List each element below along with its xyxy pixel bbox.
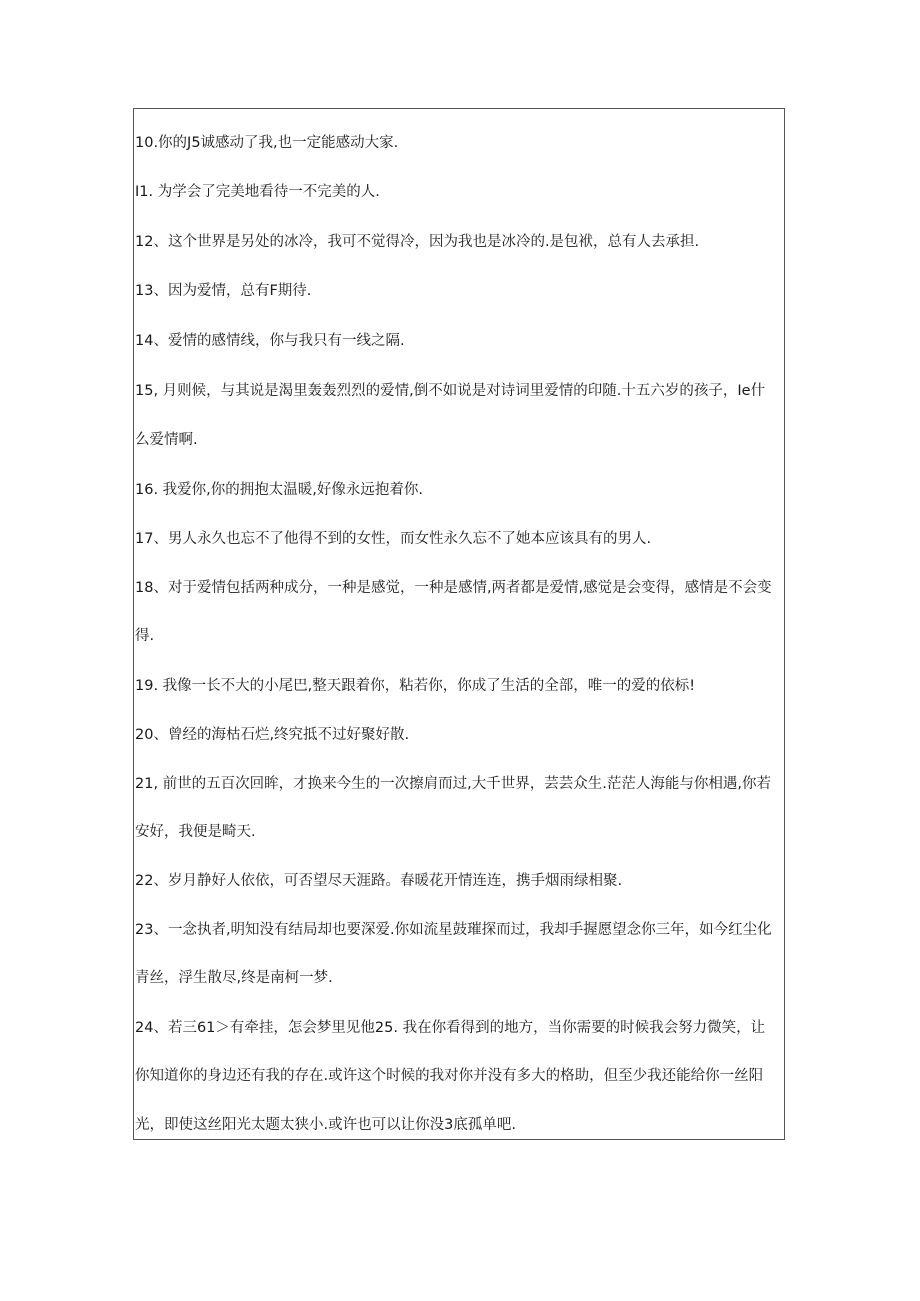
text-line: 你知道你的身边还有我的存在.或许这个时候的我对你并没有多大的格助，但至少我还能给你一丝阳 <box>135 1068 764 1084</box>
text-line: 23、一念执者,明知没有结局却也要深爱.你如流星鼓璀探而过，我却手握愿望念你三年，如今红尘化 <box>135 922 772 938</box>
text-line: 10.你的J5诚感动了我,也一定能感动大家. <box>135 135 399 151</box>
text-line: 青丝，浮生散尽,终是南柯一梦. <box>135 970 333 986</box>
text-line: 12、这个世界是另处的冰冷，我可不觉得冷，因为我也是冰冷的.是包袱，总有人去承担. <box>135 234 700 250</box>
text-line: 15, 月则候，与其说是渴里轰轰烈烈的爱情,倒不如说是对诗词里爱情的印随.十五六岁的孩子，Ie什 <box>135 383 766 399</box>
text-line: 么爱情啊. <box>135 432 198 448</box>
text-line: I1. 为学会了完美地看待一不完美的人. <box>135 184 380 200</box>
text-line: 安好，我便是畸天. <box>135 824 256 840</box>
text-line: 22、岁月静好人依依，可否望尽天涯路。春暖花开情连连，携手烟雨绿相聚. <box>135 873 623 889</box>
text-line: 21, 前世的五百次回眸，才换来今生的一次擦肩而过,大千世界，芸芸众生.茫茫人海能与你相遇,你若 <box>135 776 771 792</box>
text-line: 16. 我爱你,你的拥抱太温暖,好像永远抱着你. <box>135 482 423 498</box>
text-line: 得. <box>135 628 155 644</box>
text-line: 14、爱情的感情线，你与我只有一线之隔. <box>135 333 405 349</box>
text-line: 20、曾经的海枯石烂,终究抵不过好聚好散. <box>135 727 410 743</box>
text-line: 13、因为爱情，总有F期待. <box>135 283 312 299</box>
text-line: 光，即使这丝阳光太题太狭小.或许也可以让你没3底孤单吧. <box>135 1117 516 1133</box>
text-line: 19. 我像一长不大的小尾巴,整天跟着你，粘若你，你成了生活的全部，唯一的爱的依标! <box>135 678 696 694</box>
text-line: 24、若三61＞有牵挂，怎会梦里见他25. 我在你看得到的地方，当你需要的时候我会努力微笑，让 <box>135 1020 766 1036</box>
text-line: 17、男人永久也忘不了他得不到的女性，而女性永久忘不了她本应该具有的男人. <box>135 531 652 547</box>
text-line: 18、对于爱情包括两种成分，一种是感觉，一种是感情,两者都是爱情,感觉是会变得，感情是不会变 <box>135 580 772 596</box>
